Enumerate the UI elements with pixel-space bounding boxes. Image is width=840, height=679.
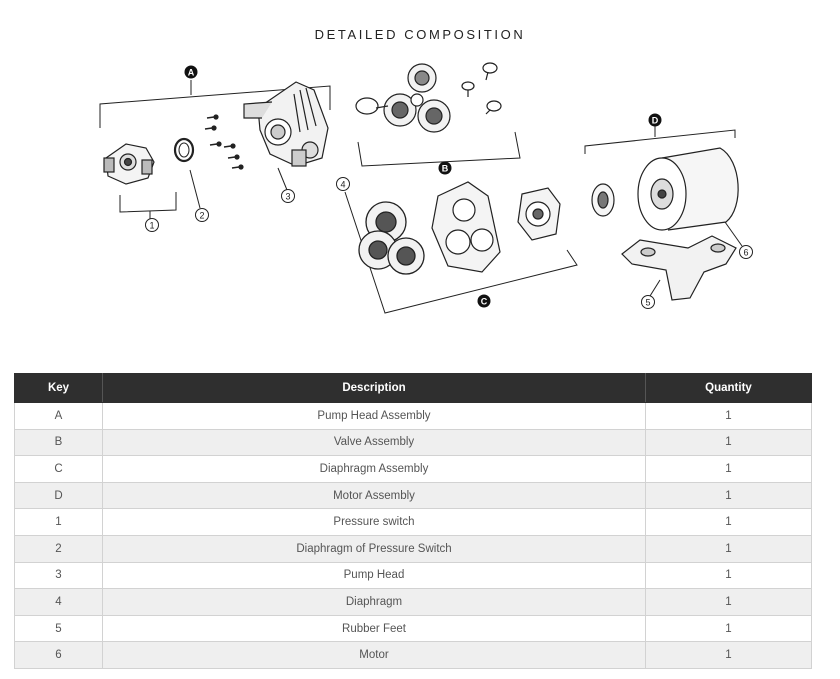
cell-quantity: 1 bbox=[646, 535, 812, 562]
table-row bbox=[15, 615, 812, 642]
cell-quantity: 1 bbox=[646, 642, 812, 669]
table-row bbox=[15, 403, 812, 430]
cell-key: 2 bbox=[15, 535, 103, 562]
table-header-row bbox=[15, 374, 812, 403]
cell-key: B bbox=[15, 429, 103, 456]
page-title: DETAILED COMPOSITION bbox=[314, 27, 526, 42]
cell-description: Valve Assembly bbox=[103, 429, 646, 456]
col-header-key: Key bbox=[15, 374, 103, 403]
pump-head-part bbox=[244, 82, 328, 166]
table-row bbox=[15, 642, 812, 669]
cell-key: C bbox=[15, 456, 103, 483]
cell-description: Motor Assembly bbox=[103, 482, 646, 509]
cell-description: Diaphragm Assembly bbox=[103, 456, 646, 483]
parts-table bbox=[14, 373, 812, 669]
cell-quantity: 1 bbox=[646, 589, 812, 616]
table-row bbox=[15, 589, 812, 616]
table-row bbox=[15, 535, 812, 562]
cell-description: Motor bbox=[103, 642, 646, 669]
callout-5: 5 bbox=[645, 297, 651, 308]
diaphragm-part bbox=[359, 202, 424, 274]
exploded-parts-diagram bbox=[0, 50, 840, 320]
callout-a: A bbox=[187, 67, 195, 78]
cell-description: Rubber Feet bbox=[103, 615, 646, 642]
rubber-feet-part bbox=[622, 236, 736, 300]
callout-2: 2 bbox=[199, 210, 205, 221]
callout-6: 6 bbox=[743, 247, 749, 258]
cell-quantity: 1 bbox=[646, 456, 812, 483]
cell-quantity: 1 bbox=[646, 403, 812, 430]
cell-key: 3 bbox=[15, 562, 103, 589]
cell-quantity: 1 bbox=[646, 509, 812, 536]
col-header-quantity: Quantity bbox=[646, 374, 812, 403]
table-row bbox=[15, 429, 812, 456]
cell-description: Pressure switch bbox=[103, 509, 646, 536]
col-header-description: Description bbox=[103, 374, 646, 403]
cell-key: A bbox=[15, 403, 103, 430]
cell-key: 1 bbox=[15, 509, 103, 536]
diaphragm-housing-part bbox=[432, 182, 560, 272]
cell-description: Diaphragm bbox=[103, 589, 646, 616]
cell-quantity: 1 bbox=[646, 429, 812, 456]
cell-key: 5 bbox=[15, 615, 103, 642]
switch-diaphragm-part bbox=[175, 139, 193, 161]
cell-key: D bbox=[15, 482, 103, 509]
motor-part bbox=[592, 148, 738, 230]
screws-part bbox=[205, 115, 243, 169]
valve-assembly-part bbox=[356, 63, 501, 132]
cell-description: Pump Head bbox=[103, 562, 646, 589]
callout-4: 4 bbox=[340, 179, 346, 190]
callout-3: 3 bbox=[285, 191, 291, 202]
pressure-switch-part bbox=[104, 144, 154, 184]
cell-quantity: 1 bbox=[646, 615, 812, 642]
callout-c: C bbox=[480, 296, 488, 307]
cell-description: Pump Head Assembly bbox=[103, 403, 646, 430]
cell-quantity: 1 bbox=[646, 482, 812, 509]
cell-key: 4 bbox=[15, 589, 103, 616]
cell-description: Diaphragm of Pressure Switch bbox=[103, 535, 646, 562]
cell-quantity: 1 bbox=[646, 562, 812, 589]
table-row bbox=[15, 509, 812, 536]
table-row bbox=[15, 456, 812, 483]
table-row bbox=[15, 562, 812, 589]
callout-b: B bbox=[441, 163, 449, 174]
cell-key: 6 bbox=[15, 642, 103, 669]
callout-d: D bbox=[651, 115, 659, 126]
callout-1: 1 bbox=[149, 220, 155, 231]
table-row bbox=[15, 482, 812, 509]
